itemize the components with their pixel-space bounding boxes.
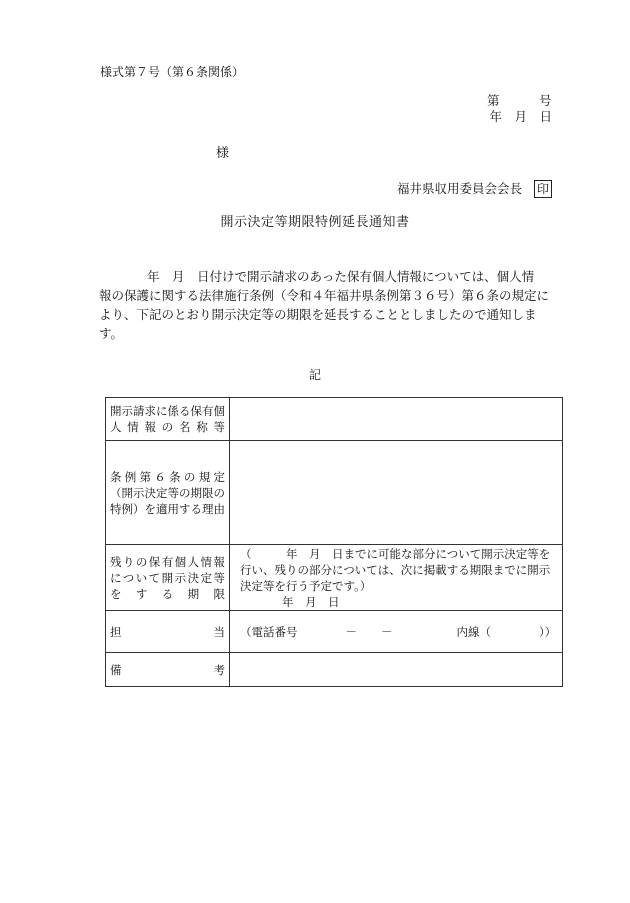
body-line: す。	[99, 326, 124, 341]
label-reason: 条例第６条の規定 （開示決定等の期限の 特例）を適用する理由	[106, 441, 230, 545]
seal-stamp-box: 印	[534, 180, 552, 198]
ki-heading: 記	[308, 368, 321, 382]
body-line: 報の保護に関する法律施行条例（令和４年福井県条例第３６号）第６条の規定に	[99, 288, 550, 303]
table-row	[106, 441, 563, 545]
detail-table	[105, 397, 563, 687]
table-row	[106, 611, 563, 653]
value-contact[interactable]	[230, 611, 563, 653]
table-row	[106, 653, 563, 687]
body-line: より、下記のとおり開示決定等の期限を延長することとしましたので通知しま	[99, 307, 537, 322]
body-line: 年 月 日付けで開示請求のあった保有個人情報については、個人情	[147, 269, 535, 284]
label-deadline: 残りの保有個人情報 について開示決定等 を す る 期 限	[106, 545, 230, 611]
form-number: 様式第７号（第６条関係）	[100, 65, 245, 79]
value-remarks[interactable]	[230, 653, 563, 687]
notice-body	[99, 267, 565, 343]
label-remarks: 備 考	[106, 653, 230, 687]
document-title: 開示決定等期限特例延長通知書	[220, 215, 410, 230]
label-info-name: 開示請求に係る保有個 人情報の名称等	[106, 398, 230, 441]
sender-name: 福井県収用委員会会長	[396, 180, 522, 196]
document-date-field: 年 月 日	[489, 109, 552, 124]
label-contact: 担 当	[106, 611, 230, 653]
phone-number-line: （電話番号 － － 内線（ ））	[240, 624, 557, 639]
value-info-name[interactable]	[230, 398, 563, 441]
table-row	[106, 398, 563, 441]
sender-block	[397, 180, 552, 198]
recipient-honorific: 様	[216, 146, 230, 161]
value-deadline[interactable]: （ 年 月 日までに可能な部分について開示決定等を 行い、残りの部分については、次に掲載する期限までに開示 決定等を行う予定です。） 年 月 日	[230, 545, 563, 611]
document-number-field: 第 号	[486, 93, 552, 108]
value-reason[interactable]	[230, 441, 563, 545]
table-row	[106, 545, 563, 611]
